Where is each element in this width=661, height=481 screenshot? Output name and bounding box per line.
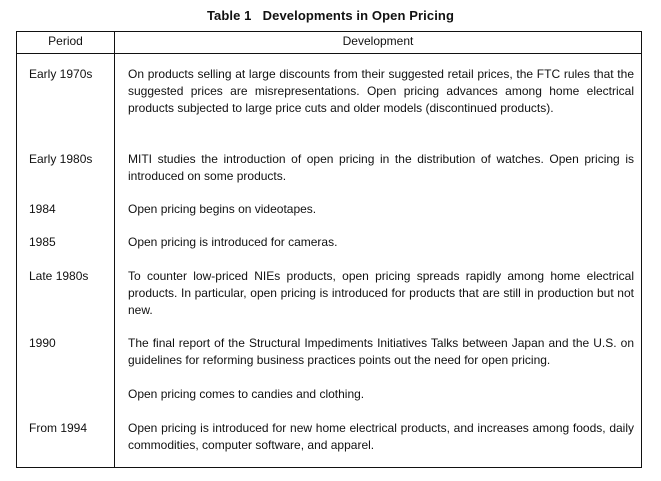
table-row-development: The final report of the Structural Impediments Initiatives Talks between Japan and the U.S. on guidelines for reforming business practices points out the need for open pricing. (128, 336, 634, 367)
table-row-period: Late 1980s (29, 269, 89, 283)
table-caption: Table 1 Developments in Open Pricing (206, 8, 454, 23)
table-row-period: Early 1970s (29, 67, 93, 81)
table-row-period: 1984 (29, 202, 56, 216)
table-row-development: Open pricing comes to candies and clothing. (128, 387, 365, 401)
table-row-period: Early 1980s (29, 152, 93, 166)
header-period: Period (48, 34, 83, 48)
table-row-period: From 1994 (29, 421, 88, 435)
table-row-development: Open pricing begins on videotapes. (128, 202, 317, 216)
header-development: Development (342, 34, 414, 48)
table-row-development: On products selling at large discounts from their suggested retail prices, the FTC rules that the suggested prices are misrepresentations. Open pricing advances among home electrical products subjected to large price cuts and older models (discontinued products). (128, 67, 634, 115)
table-row-development: Open pricing is introduced for new home electrical products, and increases among foods, daily commodities, computer software, and apparel. (128, 421, 634, 452)
table-row-development: To counter low-priced NIEs products, open pricing spreads rapidly among home electrical products. In particular, open pricing is introduced for products that are still in production but not new. (128, 269, 634, 317)
column-divider (114, 31, 115, 468)
table-row-development: Open pricing is introduced for cameras. (128, 235, 338, 249)
header-divider (16, 53, 642, 54)
table-row-period: 1990 (29, 336, 56, 350)
table-row-period: 1985 (29, 235, 56, 249)
table-row-development: MITI studies the introduction of open pricing in the distribution of watches. Open pricing is introduced on some products. (128, 152, 634, 183)
